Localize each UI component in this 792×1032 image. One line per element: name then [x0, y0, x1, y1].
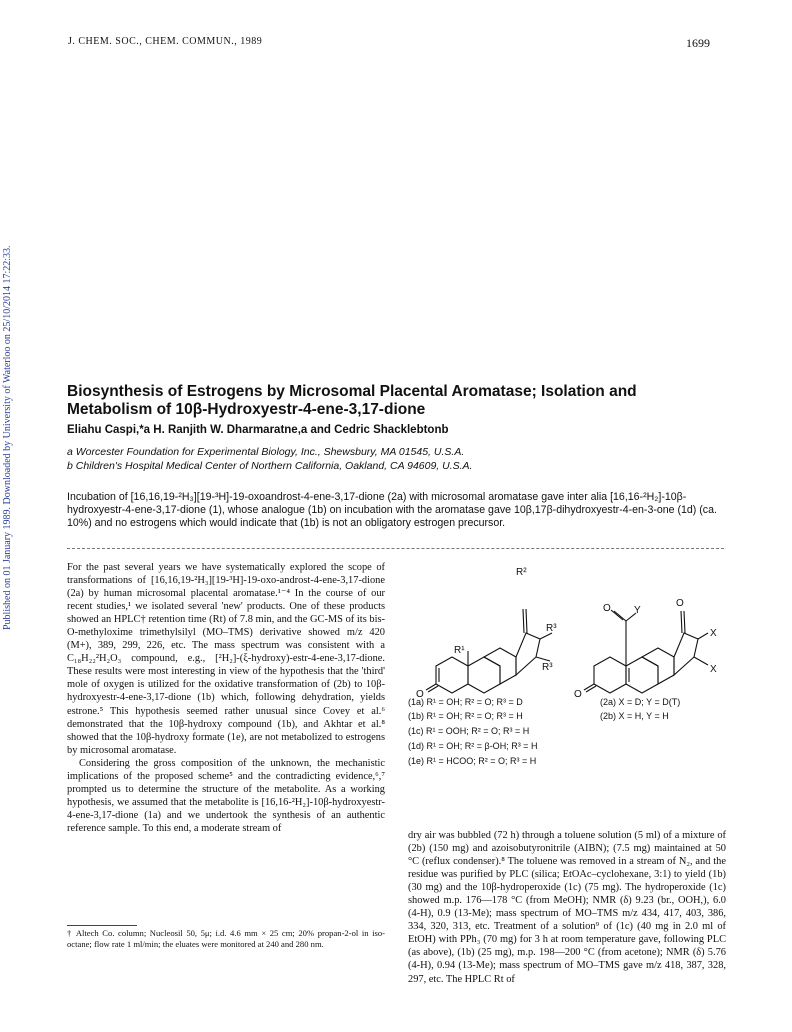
abstract-divider [67, 548, 724, 549]
affiliation-b: b Children's Hospital Medical Center of Northern California, Oakland, CA 94609, U.S.A. [67, 460, 473, 472]
r3-label: R³ [546, 623, 557, 634]
ring-a-left [436, 657, 468, 693]
steroid-structures-figure [408, 561, 726, 751]
x-label: X [710, 664, 717, 675]
ring-d-right [674, 633, 698, 675]
footnote-divider [67, 925, 137, 926]
ring-b-right [626, 657, 658, 693]
author-list: Eliahu Caspi,*a H. Ranjith W. Dharmaratne,a and Cedric Shacklebtonb [67, 424, 449, 436]
compound-label: (1c) R¹ = OOH; R² = O; R³ = H [408, 726, 530, 736]
oxygen-label: O [416, 689, 424, 700]
ring-c-left [484, 648, 516, 684]
compound-label: (1b) R¹ = OH; R² = O; R³ = H [408, 711, 523, 721]
download-note: Published on 01 January 1989. Downloaded by University of Waterloo on 25/10/2014 17:22:33. [2, 245, 13, 630]
paragraph: For the past several years we have systematically explored the scope of transformations of [16,16,19-²H₃][19-³H]-19-oxo-androst-4-ene-3,17-dione (2a) by human microsomal placental aromatase.¹⁻⁴ In the course of our recent studies,¹ we isolated several 'new' products. One of these products showed an HPLC† retention time (Rt) of 7.8 min, and the GC-MS of its bis-O-methyloxime trimethylsilyl (MO–TMS) derivative showed m/z 420 (M+), 389, 299, 226, etc. The mass spectrum was consistent with a C₁₈H₂₂²H₂O₃ compound, e.g., [²H₂]-(ξ-hydroxy)-estr-4-ene-3,17-dione. These results were most interesting in view of the hypothesis that the 'third' mole of oxygen is utilized for the oxidative transformation of (2b) to 10β-hydroxyestr-4-ene-3,17-dione (1b) which, following dehydration, yields estrone.⁵ This hypothesis seemed rather unusual since Covey et al.⁶ demonstrated that the 10β-hydroxy compound (1b), and Akhtar et al.⁸ showed that the 10β-hydroxy formate (1e), are not metabolized to estrogens by microsomal aromatase. [67, 562, 385, 756]
affiliation-a: a Worcester Foundation for Experimental Biology, Inc., Shewsbury, MA 01545, U.S.A. [67, 446, 465, 458]
compound-label: (1a) R¹ = OH; R² = O; R³ = D [408, 697, 523, 707]
r1-label: R¹ [454, 645, 465, 656]
ring-d-left [516, 633, 540, 675]
article-title: Biosynthesis of Estrogens by Microsomal Placental Aromatase; Isolation and Metabolism of 10β-Hydroxyestr-4-ene-3,17-dione [67, 383, 637, 418]
compound-label: (1d) R¹ = OH; R² = β-OH; R³ = H [408, 741, 538, 751]
footnote: † Altech Co. column; Nucleosil 50, 5μ; i.d. 4.6 mm × 25 cm; 20% propan-2-ol in iso-octane; flow rate 1 ml/min; the eluates were monitored at 240 and 280 nm. [67, 928, 385, 949]
oxygen-label: O [574, 689, 582, 700]
compound-label: (2b) X = H, Y = H [600, 711, 669, 721]
ring-a-right [594, 657, 626, 693]
paragraph: dry air was bubbled (72 h) through a toluene solution (5 ml) of a mixture of (2b) (150 mg) and azoisobutyronitrile (AIBN); (7.5 mg) maintained at 50 °C (reflux condenser).⁸ The toluene was removed in a stream of N₂, and the residue was purified by PLC (silica; EtOAc–cyclohexane, 3:1) to yield (1b) (30 mg) and the 10β-hydroperoxide (1c) (75 mg). The hydroperoxide (1c) showed m.p. 176—178 °C (from MeOH); NMR (δ) 9.23 (br., OOH,), 6.0 (4-H), 0.9 (13-Me); mass spectrum of MO–TMS m/z 434, 417, 403, 386, 334, 320, 313, etc. Treatment of a solution⁹ of (1c) (40 mg in 2.0 ml of EtOH) with PPh₃ (70 mg) for 3 h at room temperature gave, following PLC (as above), (1b) (25 mg), m.p. 198—200 °C (from acetone); NMR (δ) 5.76 (4-H), 0.94 (13-Me); mass spectrum of MO–TMS gave m/z 418, 387, 328, 297, etc. The HPLC Rt of [408, 830, 726, 985]
r3-label: R³ [542, 662, 553, 673]
running-header: J. CHEM. SOC., CHEM. COMMUN., 1989 [68, 36, 263, 47]
y-label: Y [634, 605, 641, 616]
compound-label: (2a) X = D; Y = D(T) [600, 697, 681, 707]
download-watermark [2, 200, 16, 630]
ring-c-right [642, 648, 674, 684]
x-label: X [710, 628, 717, 639]
oxygen-label: O [676, 598, 684, 609]
left-column [67, 561, 385, 835]
right-column [408, 829, 726, 986]
r2-label: R² [516, 567, 527, 578]
ring-b-left [468, 657, 500, 693]
page-number: 1699 [686, 36, 710, 50]
paragraph: Considering the gross composition of the unknown, the mechanistic implications of the proposed scheme⁵ and the contradicting evidence,⁶,⁷ prompted us to determine the structure of the metabolite. As a working hypothesis, we assumed that the metabolite is [16,16-²H₂]-10β-hydroxyestr-4-ene-3,17-dione (1a) and we undertook the synthesis of an authentic reference sample. To this end, a moderate stream of [67, 757, 385, 834]
abstract: Incubation of [16,16,19-²H₃][19-³H]-19-oxoandrost-4-ene-3,17-dione (2a) with microsomal aromatase gave inter alia [16,16-²H₂]-10β-hydroxyestr-4-ene-3,17-dione (1), whose analogue (1b) on incubation with the aromatase gave 10β,17β-dihydroxyestr-4-en-3-one (1d) (ca. 10%) and no estrogens which would indicate that (1b) is not an obligatory estrogen precursor. [67, 491, 717, 530]
compound-label: (1e) R¹ = HCOO; R² = O; R³ = H [408, 756, 537, 766]
oxygen-label: O [603, 603, 611, 614]
